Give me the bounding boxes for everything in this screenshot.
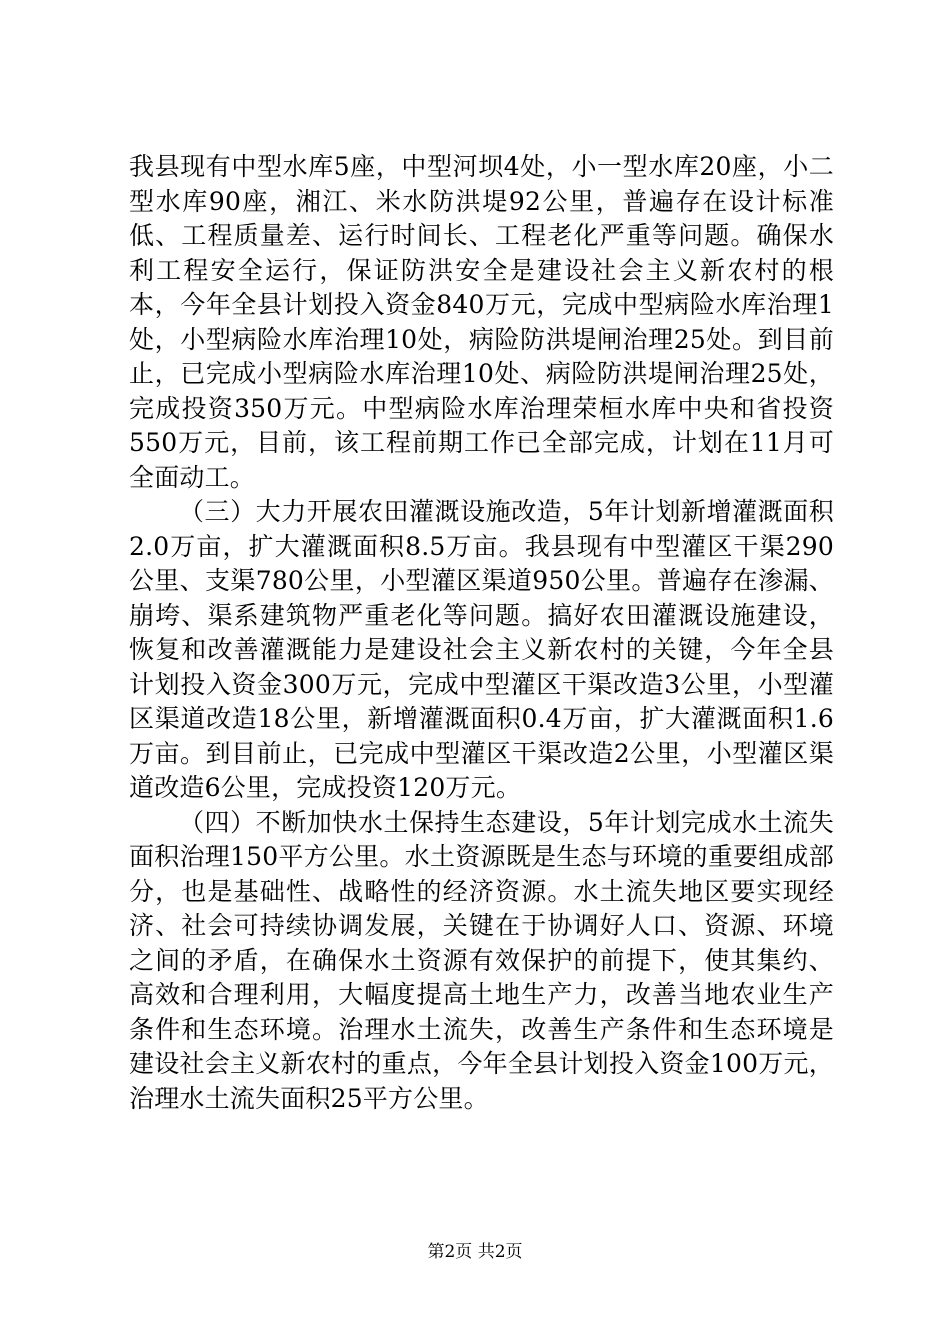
- paragraph-soil-conservation: （四）不断加快水土保持生态建设，5年计划完成水土流失面积治理150平方公里。水土资源既是生态与环境的重要组成部分，也是基础性、战略性的经济资源。水土流失地区要实现经济、社会可持续协调发展，关键在于协调好人口、资源、环境之间的矛盾，在确保水土资源有效保护的前提下，使其集约、高效和合理利用，大幅度提高土地生产力，改善当地农业生产条件和生态环境。治理水土流失，改善生产条件和生态环境是建设社会主义新农村的重点，今年全县计划投入资金100万元，治理水土流失面积25平方公里。: [129, 807, 834, 1113]
- document-body: [129, 150, 834, 1116]
- paragraph-reservoir-repair: 我县现有中型水库5座，中型河坝4处，小一型水库20座，小二型水库90座，湘江、米水防洪堤92公里，普遍存在设计标准低、工程质量差、运行时间长、工程老化严重等问题。确保水利工程安全运行，保证防洪安全是建设社会主义新农村的根本，今年全县计划投入资金840万元，完成中型病险水库治理1处，小型病险水库治理10处，病险防洪堤闸治理25处。到目前止，已完成小型病险水库治理10处、病险防洪堤闸治理25处，完成投资350万元。中型病险水库治理荣桓水库中央和省投资550万元，目前，该工程前期工作已全部完成，计划在11月可全面动工。: [129, 152, 834, 492]
- page-number-footer: 第2页 共2页: [427, 1242, 523, 1262]
- paragraph-irrigation: （三）大力开展农田灌溉设施改造，5年计划新增灌溉面积2.0万亩，扩大灌溉面积8.5万亩。我县现有中型灌区干渠290公里、支渠780公里，小型灌区渠道950公里。普遍存在渗漏、崩垮、渠系建筑物严重老化等问题。搞好农田灌溉设施建设，恢复和改善灌溉能力是建设社会主义新农村的关键，今年全县计划投入资金300万元，完成中型灌区干渠改造3公里，小型灌区渠道改造18公里，新增灌溉面积0.4万亩，扩大灌溉面积1.6万亩。到目前止，已完成中型灌区干渠改造2公里，小型灌区渠道改造6公里，完成投资120万元。: [129, 497, 834, 802]
